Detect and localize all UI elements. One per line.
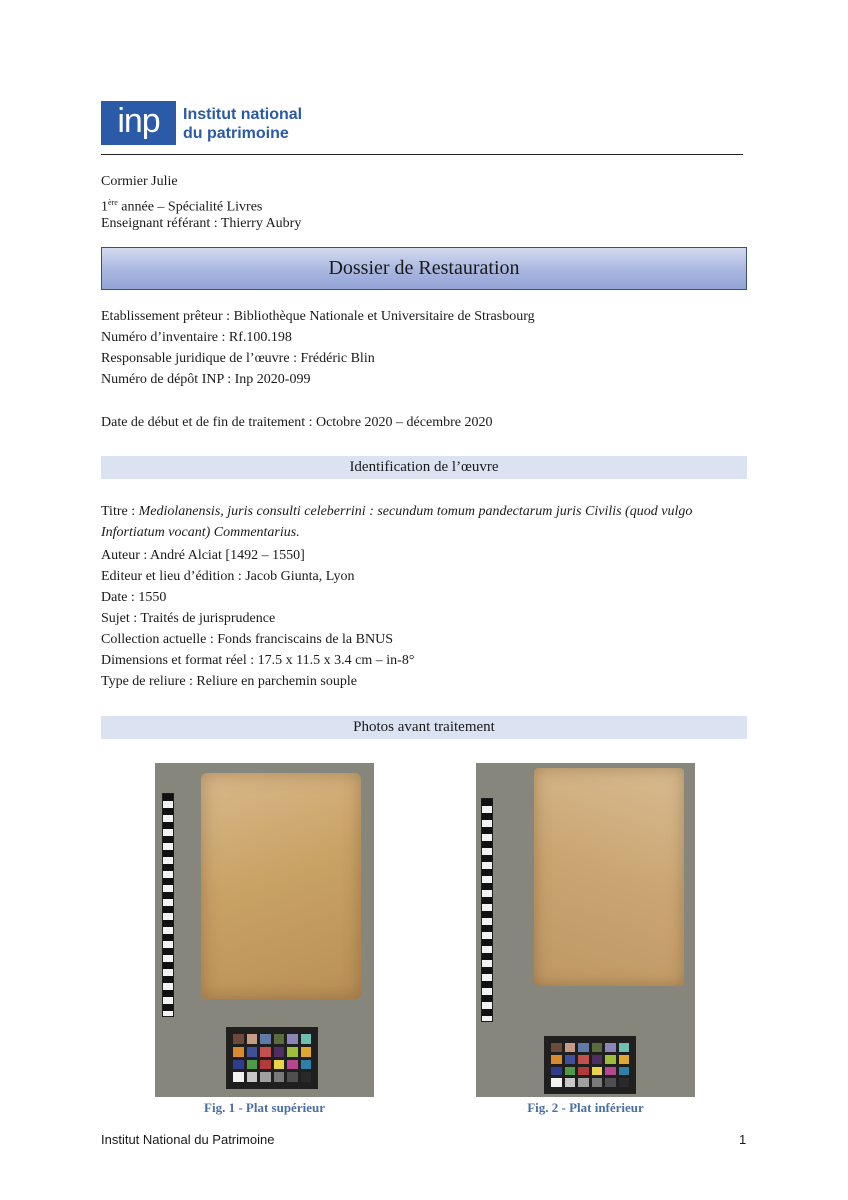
section-photos: Photos avant traitement <box>101 716 747 739</box>
header-rule <box>101 154 743 155</box>
book-back-cover <box>534 768 684 986</box>
work-author: Auteur : André Alciat [1492 – 1550] <box>101 548 305 563</box>
color-swatch <box>619 1043 630 1052</box>
color-swatch <box>274 1072 285 1082</box>
scale-ruler <box>481 798 493 1022</box>
color-swatch <box>260 1060 271 1070</box>
color-swatch <box>565 1067 576 1076</box>
author-name: Cormier Julie <box>101 174 178 189</box>
color-swatch <box>551 1067 562 1076</box>
year-superscript: ère <box>108 198 118 207</box>
color-swatch <box>551 1078 562 1087</box>
color-swatch <box>287 1047 298 1057</box>
color-swatch <box>565 1078 576 1087</box>
color-swatch <box>592 1043 603 1052</box>
color-swatch <box>565 1043 576 1052</box>
color-swatch <box>287 1060 298 1070</box>
color-swatch <box>233 1047 244 1057</box>
work-collection: Collection actuelle : Fonds franciscains de la BNUS <box>101 632 393 647</box>
document-title: Dossier de Restauration <box>101 247 747 290</box>
color-swatch <box>260 1072 271 1082</box>
year-number: 1 <box>101 199 108 215</box>
color-swatch <box>247 1060 258 1070</box>
work-date: Date : 1550 <box>101 590 167 605</box>
color-swatch <box>301 1034 312 1044</box>
inp-logo-mark: inp <box>101 101 176 145</box>
inp-logo-text <box>183 105 302 143</box>
work-dimensions: Dimensions et format réel : 17.5 x 11.5 x 3.4 cm – in-8° <box>101 653 415 668</box>
color-swatch <box>233 1034 244 1044</box>
color-checker <box>226 1027 318 1089</box>
logo-line-1: Institut national <box>183 106 303 123</box>
color-swatch <box>619 1067 630 1076</box>
color-swatch <box>592 1067 603 1076</box>
color-swatch <box>274 1060 285 1070</box>
color-swatch <box>247 1072 258 1082</box>
color-swatch <box>274 1034 285 1044</box>
color-swatch <box>233 1072 244 1082</box>
color-swatch <box>287 1072 298 1082</box>
info-inventory: Numéro d’inventaire : Rf.100.198 <box>101 330 292 345</box>
color-swatch <box>247 1047 258 1057</box>
work-subject: Sujet : Traités de jurisprudence <box>101 611 276 626</box>
color-swatch <box>247 1034 258 1044</box>
color-swatch <box>619 1078 630 1087</box>
info-lender: Etablissement prêteur : Bibliothèque Nationale et Universitaire de Strasbourg <box>101 309 535 324</box>
work-publisher: Editeur et lieu d’édition : Jacob Giunta, Lyon <box>101 569 355 584</box>
figure-2-caption: Fig. 2 - Plat inférieur <box>527 1100 644 1115</box>
color-swatch <box>301 1072 312 1082</box>
work-title-label: Titre : <box>101 504 139 519</box>
color-swatch <box>578 1067 589 1076</box>
book-front-cover <box>201 773 361 999</box>
color-swatch <box>233 1060 244 1070</box>
work-title-value: Mediolanensis, juris consulti celeberrini : secundum tomum pandectarum juris Civilis (quod vulgo Infortiatum vocant) Commentarius. <box>101 504 693 540</box>
color-swatch <box>605 1055 616 1064</box>
info-deposit: Numéro de dépôt INP : Inp 2020-099 <box>101 372 311 387</box>
work-binding: Type de reliure : Reliure en parchemin souple <box>101 674 357 689</box>
logo-line-2: du patrimoine <box>183 125 289 142</box>
color-swatch <box>301 1047 312 1057</box>
color-swatch <box>592 1055 603 1064</box>
author-teacher: Enseignant référant : Thierry Aubry <box>101 216 302 231</box>
color-swatch <box>578 1043 589 1052</box>
color-swatch <box>274 1047 285 1057</box>
color-checker <box>544 1036 636 1094</box>
color-swatch <box>619 1055 630 1064</box>
footer-institution: Institut National du Patrimoine <box>101 1132 275 1147</box>
color-swatch <box>551 1055 562 1064</box>
figure-1-caption: Fig. 1 - Plat supérieur <box>204 1100 325 1115</box>
color-swatch <box>260 1034 271 1044</box>
color-swatch <box>301 1060 312 1070</box>
color-swatch <box>578 1078 589 1087</box>
scale-ruler <box>162 793 174 1017</box>
info-legal: Responsable juridique de l’œuvre : Frédéric Blin <box>101 351 375 366</box>
color-swatch <box>578 1055 589 1064</box>
work-title <box>101 501 747 543</box>
color-swatch <box>287 1034 298 1044</box>
photo-front-cover <box>155 763 374 1097</box>
year-specialty: année – Spécialité Livres <box>117 199 263 215</box>
photo-back-cover <box>476 763 695 1097</box>
color-swatch <box>565 1055 576 1064</box>
color-swatch <box>605 1067 616 1076</box>
color-swatch <box>605 1078 616 1087</box>
section-identification: Identification de l’œuvre <box>101 456 747 479</box>
color-swatch <box>551 1043 562 1052</box>
color-swatch <box>260 1047 271 1057</box>
page-number: 1 <box>739 1132 747 1147</box>
treatment-dates: Date de début et de fin de traitement : Octobre 2020 – décembre 2020 <box>101 415 493 430</box>
color-swatch <box>592 1078 603 1087</box>
color-swatch <box>605 1043 616 1052</box>
